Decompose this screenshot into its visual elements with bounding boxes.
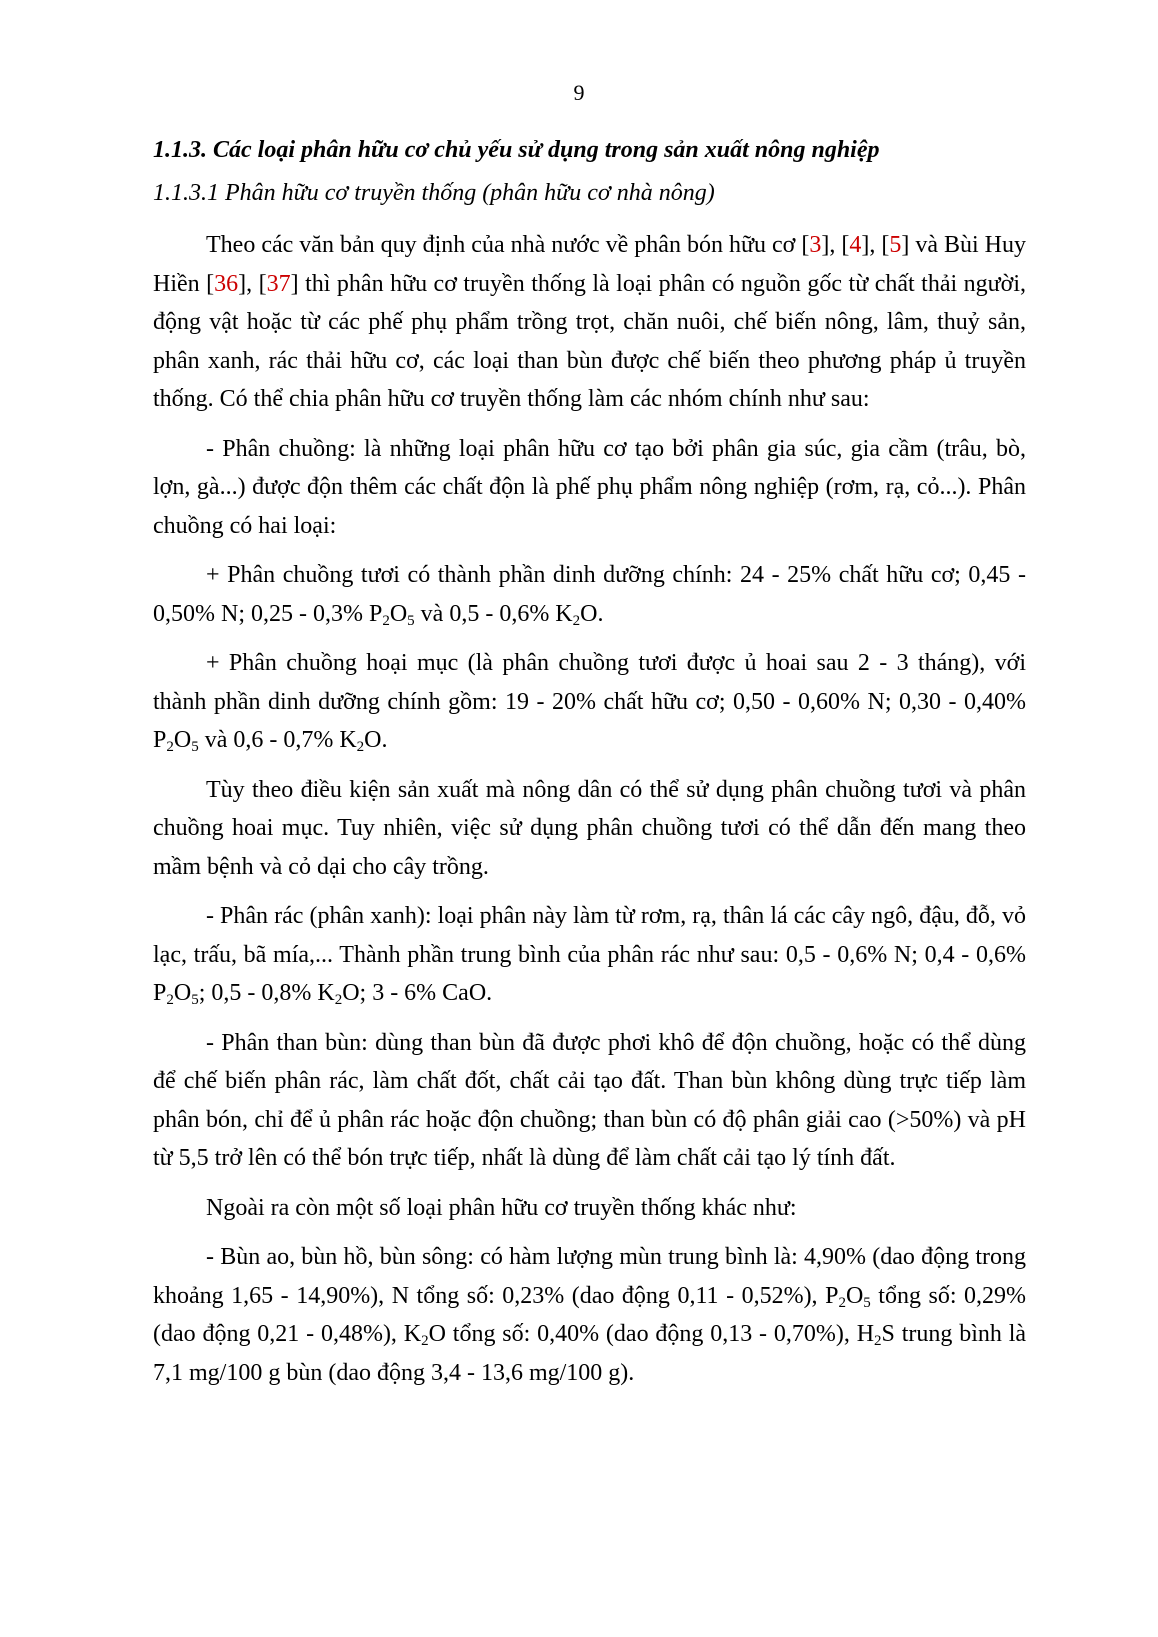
text-run: O xyxy=(173,980,192,1006)
text-run: tổng số: 0,29% (dao động 0,21 - 0,48%), K xyxy=(153,1282,1026,1347)
paragraph-phan-chuong-hoai-muc xyxy=(153,644,1026,760)
paragraph-bun-ao xyxy=(153,1238,1026,1392)
text-run: O xyxy=(389,600,408,627)
text-run: và 0,5 - 0,6% K xyxy=(414,600,573,627)
subscript: 2 xyxy=(356,739,365,755)
text-run: + Phân chuồng hoại mục (là phân chuồng tươi được ủ hoai sau 2 - 3 tháng), với thành phần dinh dưỡng chính gồm: 19 - 20% chất hữu cơ; 0,50 - 0,60% N; 0,30 - 0,40% P xyxy=(153,650,1026,753)
text-run: ], [ xyxy=(861,232,890,258)
text-run: ] và Bùi Huy Hiền [ xyxy=(153,232,1027,297)
subscript: 5 xyxy=(191,739,199,755)
citation-link[interactable]: 5 xyxy=(889,232,902,258)
text-run: O. xyxy=(580,600,604,627)
text-run: O. xyxy=(364,727,388,753)
text-run: + Phân chuồng tươi có thành phần dinh dưỡng chính: 24 - 25% chất hữu cơ; 0,45 - 0,50% N; 0,25 - 0,3% P xyxy=(153,562,1026,627)
subscript: 2 xyxy=(166,992,174,1008)
citation-link[interactable]: 37 xyxy=(266,270,291,297)
section-heading: 1.1.3. Các loại phân hữu cơ chủ yếu sử dụng trong sản xuất nông nghiệp xyxy=(153,137,880,163)
subscript: 2 xyxy=(421,1333,429,1349)
text-run: ] thì phân hữu cơ truyền thống là loại phân có nguồn gốc từ chất thải người, động vật hoặc từ các phế phụ phẩm trồng trọt, chăn nuôi, chế biến nông, lâm, thuỷ sản, phân xanh, rác thải hữu cơ, các loại than bùn được chế biến theo phương pháp ủ truyền thống. Có thể chia phân hữu cơ truyền thống làm các nhóm chính như sau: xyxy=(153,270,1026,412)
page-content xyxy=(153,130,1026,1392)
text-run: Theo các văn bản quy định của nhà nước về phân bón hữu cơ [ xyxy=(206,232,810,258)
text-run: ; 0,5 - 0,8% K xyxy=(198,980,335,1006)
paragraph-phan-chuong: - Phân chuồng: là những loại phân hữu cơ tạo bởi phân gia súc, gia cầm (trâu, bò, lợn, gà...) được độn thêm các chất độn là phế phụ phẩm nông nghiệp (rơm, rạ, cỏ...). Phân chuồng có hai loại: xyxy=(153,435,1026,539)
subsection-heading: 1.1.3.1 Phân hữu cơ truyền thống (phân hữu cơ nhà nông) xyxy=(153,180,715,206)
subscript: 2 xyxy=(874,1333,882,1349)
subscript: 2 xyxy=(334,992,343,1008)
paragraph-ngoai-ra: Ngoài ra còn một số loại phân hữu cơ truyền thống khác như: xyxy=(206,1194,797,1221)
text-run: S trung bình là 7,1 mg/100 g bùn (dao động 3,4 - 13,6 mg/100 g). xyxy=(153,1321,1027,1386)
citation-link[interactable]: 3 xyxy=(809,232,822,258)
text-run: và 0,6 - 0,7% K xyxy=(198,727,357,753)
text-run: O xyxy=(845,1282,864,1309)
paragraph-phan-than-bun: - Phân than bùn: dùng than bùn đã được phơi khô để độn chuồng, hoặc có thể dùng để chế biến phân rác, làm chất đốt, chất cải tạo đất. Than bùn không dùng trực tiếp làm phân bón, chỉ để ủ phân rác hoặc độn chuồng; than bùn có độ phân giải cao (>50%) và pH từ 5,5 trở lên có thể bón trực tiếp, nhất là dùng để làm chất cải tạo lý tính đất. xyxy=(153,1029,1026,1171)
subscript: 5 xyxy=(191,992,199,1008)
subscript: 2 xyxy=(572,612,581,629)
subscript: 5 xyxy=(863,1294,871,1311)
citation-link[interactable]: 4 xyxy=(849,232,862,258)
text-run: - Bùn ao, bùn hồ, bùn sông: có hàm lượng mùn trung bình là: 4,90% (dao động trong khoảng 1,65 - 14,90%), N tổng số: 0,23% (dao động 0,11 - 0,52%), P xyxy=(153,1244,1026,1309)
subscript: 2 xyxy=(166,739,174,755)
citation-link[interactable]: 36 xyxy=(214,270,239,297)
text-run: O tổng số: 0,40% (dao động 0,13 - 0,70%), H xyxy=(428,1321,875,1347)
paragraph-intro xyxy=(153,226,1026,419)
subscript: 2 xyxy=(838,1294,846,1311)
subscript: 2 xyxy=(382,612,390,629)
paragraph-dieu-kien-san-xuat: Tùy theo điều kiện sản xuất mà nông dân có thể sử dụng phân chuồng tươi và phân chuồng hoai mục. Tuy nhiên, việc sử dụng phân chuồng tươi có thể dẫn đến mang theo mầm bệnh và cỏ dại cho cây trồng. xyxy=(153,776,1026,880)
text-run: - Phân rác (phân xanh): loại phân này làm từ rơm, rạ, thân lá các cây ngô, đậu, đỗ, vỏ lạc, trấu, bã mía,... Thành phần trung bình của phân rác như sau: 0,5 - 0,6% N; 0,4 - 0,6% P xyxy=(153,903,1026,1006)
paragraph-phan-chuong-tuoi xyxy=(153,556,1026,633)
subscript: 5 xyxy=(407,612,415,629)
page-number: 9 xyxy=(573,80,585,105)
text-run: ], [ xyxy=(238,270,267,297)
text-run: O xyxy=(173,727,192,753)
text-run: ], [ xyxy=(821,232,850,258)
paragraph-phan-rac xyxy=(153,897,1026,1013)
text-run: O; 3 - 6% CaO. xyxy=(342,980,493,1006)
